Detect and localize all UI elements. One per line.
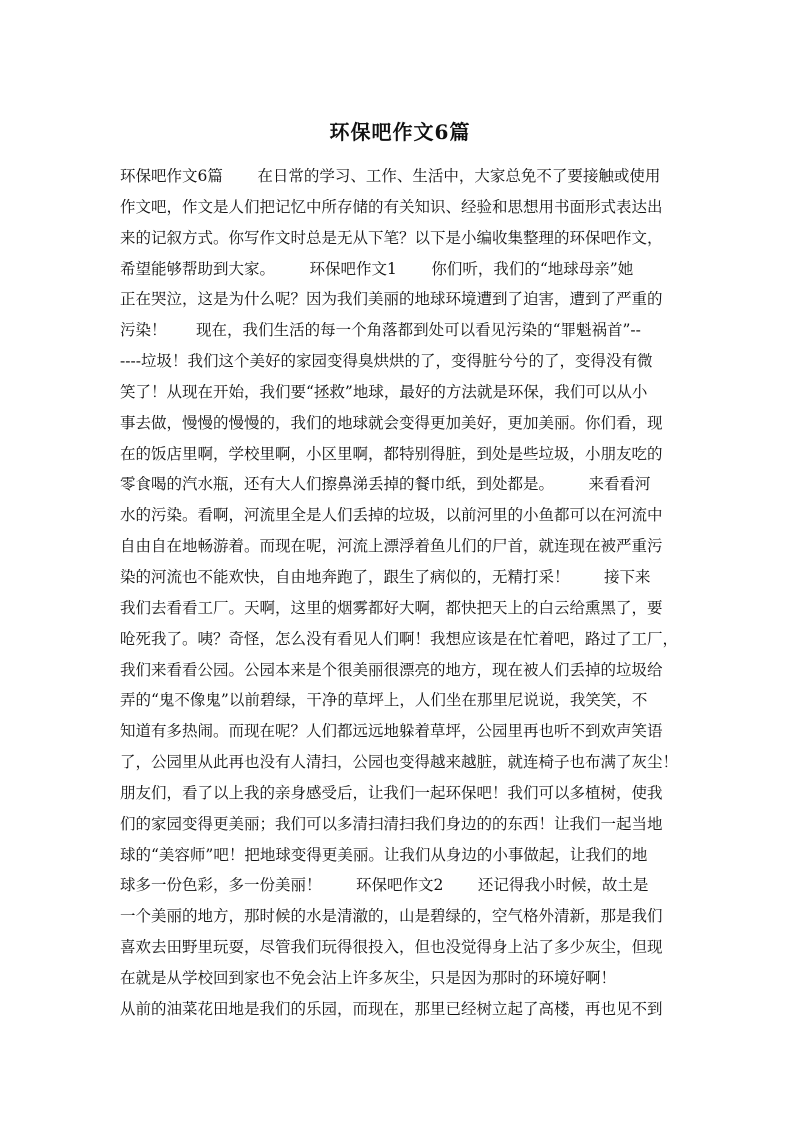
text-line: 弄的“鬼不像鬼”以前碧绿，干净的草坪上，人们坐在那里尼说说，我笑笑，不 bbox=[120, 691, 648, 710]
document-title: 环保吧作文6篇 bbox=[329, 120, 471, 144]
text-line: 们的家园变得更美丽；我们可以多清扫清扫我们身边的的东西！让我们一起当地 bbox=[120, 814, 663, 833]
text-line: 来的记叙方式。你写作文时总是无从下笔？以下是小编收集整理的环保吧作文， bbox=[120, 228, 663, 247]
text-line: 污染！ 现在，我们生活的每一个角落都到处可以看见污染的“罪魁祸首”-- bbox=[120, 321, 641, 340]
text-line: 朋友们，看了以上我的亲身感受后，让我们一起环保吧！我们可以多植树，使我 bbox=[120, 783, 663, 802]
text-line: 水的污染。看啊，河流里全是人们丢掉的垃圾，以前河里的小鱼都可以在河流中 bbox=[120, 506, 663, 525]
text-line: 事去做，慢慢的慢慢的，我们的地球就会变得更加美好，更加美丽。你们看，现 bbox=[120, 413, 663, 432]
text-line: 球的“美容师”吧！把地球变得更美丽。让我们从身边的小事做起，让我们的地 bbox=[120, 845, 648, 864]
text-line: 笑了！从现在开始，我们要“拯救”地球，最好的方法就是环保，我们可以从小 bbox=[120, 382, 648, 401]
text-line: 知道有多热闹。而现在呢？人们都远远地躲着草坪，公园里再也听不到欢声笑语 bbox=[120, 722, 663, 741]
text-line: 希望能够帮助到大家。 环保吧作文1 你们听，我们的“地球母亲”她 bbox=[120, 259, 634, 278]
text-line: 我们来看看公园。公园本来是个很美丽很漂亮的地方，现在被人们丢掉的垃圾给 bbox=[120, 660, 663, 679]
text-line: ----垃圾！我们这个美好的家园变得臭烘烘的了，变得脏兮兮的了，变得没有微 bbox=[120, 352, 653, 371]
text-line: 一个美丽的地方，那时候的水是清澈的，山是碧绿的，空气格外清新，那是我们 bbox=[120, 907, 663, 926]
text-line: 在就是从学校回到家也不免会沾上许多灰尘，只是因为那时的环境好啊！ bbox=[120, 968, 617, 987]
document-body bbox=[120, 161, 700, 1025]
text-line: 环保吧作文6篇 在日常的学习、工作、生活中，大家总免不了要接触或使用 bbox=[120, 167, 661, 185]
text-line: 作文吧，作文是人们把记忆中所存储的有关知识、经验和思想用书面形式表达出 bbox=[120, 197, 663, 216]
text-line: 了，公园里从此再也没有人清扫，公园也变得越来越脏，就连椅子也布满了灰尘！ bbox=[120, 753, 679, 772]
text-line: 从前的油菜花田地是我们的乐园，而现在，那里已经树立起了高楼，再也见不到 bbox=[120, 999, 663, 1018]
text-line: 正在哭泣，这是为什么呢？因为我们美丽的地球环境遭到了迫害，遭到了严重的 bbox=[120, 290, 663, 309]
text-line: 球多一份色彩，多一份美丽！ 环保吧作文2 还记得我小时候，故土是 bbox=[120, 876, 649, 895]
text-line: 染的河流也不能欢快，自由地奔跑了，跟生了病似的，无精打采！ 接下来 bbox=[120, 567, 651, 586]
text-line: 在的饭店里啊，学校里啊，小区里啊，都特别得脏，到处是些垃圾，小朋友吃的 bbox=[120, 444, 663, 463]
text-line: 我们去看看工厂。天啊，这里的烟雾都好大啊，都快把天上的白云给熏黑了，要 bbox=[120, 598, 663, 617]
text-line: 零食喝的汽水瓶，还有大人们擦鼻涕丢掉的餐巾纸，到处都是。 来看看河 bbox=[120, 475, 651, 494]
text-line: 呛死我了。咦？奇怪，怎么没有看见人们啊！我想应该是在忙着吧，路过了工厂， bbox=[120, 629, 679, 648]
text-line: 自由自在地畅游着。而现在呢，河流上漂浮着鱼儿们的尸首，就连现在被严重污 bbox=[120, 537, 663, 556]
text-line: 喜欢去田野里玩耍，尽管我们玩得很投入，但也没觉得身上沾了多少灰尘，但现 bbox=[120, 938, 663, 957]
